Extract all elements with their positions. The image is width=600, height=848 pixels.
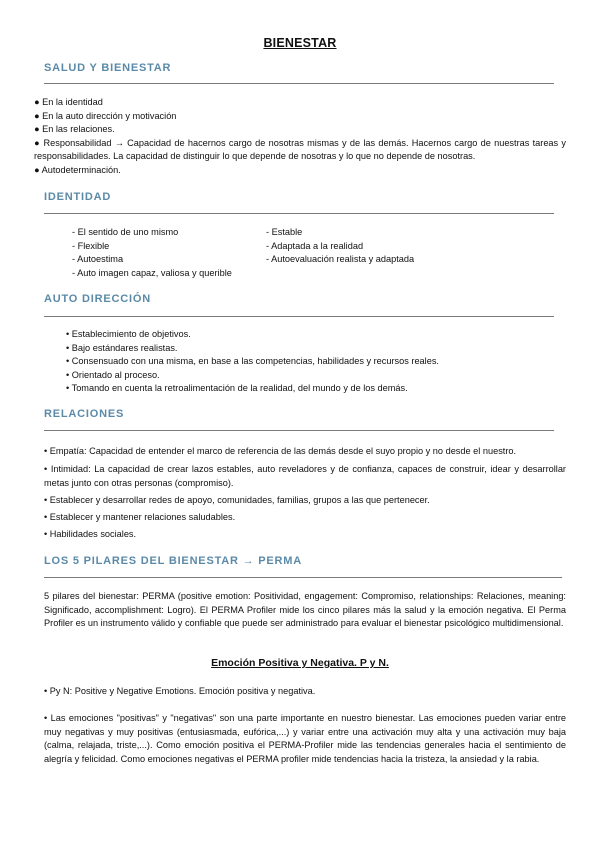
section-heading-autodireccion: AUTO DIRECCIÓN (44, 293, 151, 305)
list-item: ● Autodeterminación. (34, 164, 121, 175)
section-rule (44, 83, 554, 84)
paragraph: • Py N: Positive y Negative Emotions. Emoción positiva y negativa. (44, 686, 316, 696)
list-item: - Autoevaluación realista y adaptada (266, 254, 415, 264)
section-heading-identidad: IDENTIDAD (44, 191, 112, 203)
section-rule (44, 316, 554, 317)
list-item: ● En la auto dirección y motivación (34, 110, 177, 121)
list-item: • Habilidades sociales. (44, 529, 137, 539)
list-item: ● En la identidad (34, 97, 103, 107)
document-title: BIENESTAR (263, 36, 337, 50)
list-item: - Flexible (72, 240, 110, 251)
list-item: • Establecimiento de objetivos. (66, 329, 191, 339)
section-heading-salud: SALUD Y BIENESTAR (44, 62, 172, 74)
list-item: - Adaptada a la realidad (266, 240, 364, 251)
list-item: • Intimidad: La capacidad de crear lazos estables, auto reveladores y de confianza, capaces de construir, idear y desarrollar metas junto con otras personas (compromiso). (44, 464, 566, 488)
list-item: • Tomando en cuenta la retroalimentación de la realidad, del mundo y de los demás. (66, 383, 408, 393)
list-item: • Consensuado con una misma, en base a las competencias, habilidades y recursos reales. (66, 356, 439, 366)
list-item: - Estable (266, 227, 303, 237)
paragraph: 5 pilares del bienestar: PERMA (positive emotion: Positividad, engagement: Compromiso, relationships: Relaciones, meaning: Significado, accomplishment: Logro). El PERMA Profiler mide los cinco pilares más la salud y la emoción negativa. El Perma Profiler es un instrumento válido y confiable que puede ser administrado para evaluar el bienestar psicológico multidimensional. (44, 591, 566, 628)
list-item: ● En las relaciones. (34, 124, 115, 134)
list-item: • Bajo estándares realistas. (66, 342, 178, 353)
list-item: • Establecer y desarrollar redes de apoyo, comunidades, familias, grupos a las que pertenecer. (44, 495, 430, 505)
section-rule (44, 577, 562, 578)
list-item: - Autoestima (72, 254, 124, 264)
list-item: - Auto imagen capaz, valiosa y querible (72, 267, 232, 278)
list-item: - El sentido de uno mismo (72, 227, 179, 237)
section-rule (44, 430, 554, 431)
section-heading-relaciones: RELACIONES (44, 408, 125, 420)
section-rule (44, 213, 554, 214)
section-heading-pilares: LOS 5 PILARES DEL BIENESTAR → PERMA (44, 555, 303, 567)
list-item: • Empatía: Capacidad de entender el marco de referencia de las demás desde el suyo propio y no desde el nuestro. (44, 446, 517, 456)
list-item: • Establecer y mantener relaciones saludables. (44, 512, 236, 522)
list-item: ● Responsabilidad → Capacidad de hacernos cargo de nosotras mismas y de las demás. Hacernos cargo de nuestras tareas y responsabilidades. La capacidad de distinguir lo que depende de nosotras y lo que no depende de nosotras. (34, 137, 566, 161)
paragraph: • Las emociones "positivas" y "negativas" son una parte importante en nuestro bienestar. Las emociones pueden variar entre muy negativas y muy positivas (entusiasmada, eufórica,...) y variar entre una activación muy alta y una activación muy baja (calma, relajada, triste,...). Como emoción positiva el PERMA-Profiler mide las tendencias generales hacia el sentimiento de alegría y felicidad. Como emociones negativas el PERMA profiler mide tendencias hacia la tristeza, la ansiedad y la rabia. (44, 713, 566, 764)
list-item: • Orientado al proceso. (66, 369, 160, 380)
subheading-emocion: Emoción Positiva y Negativa. P y N. (211, 657, 389, 669)
